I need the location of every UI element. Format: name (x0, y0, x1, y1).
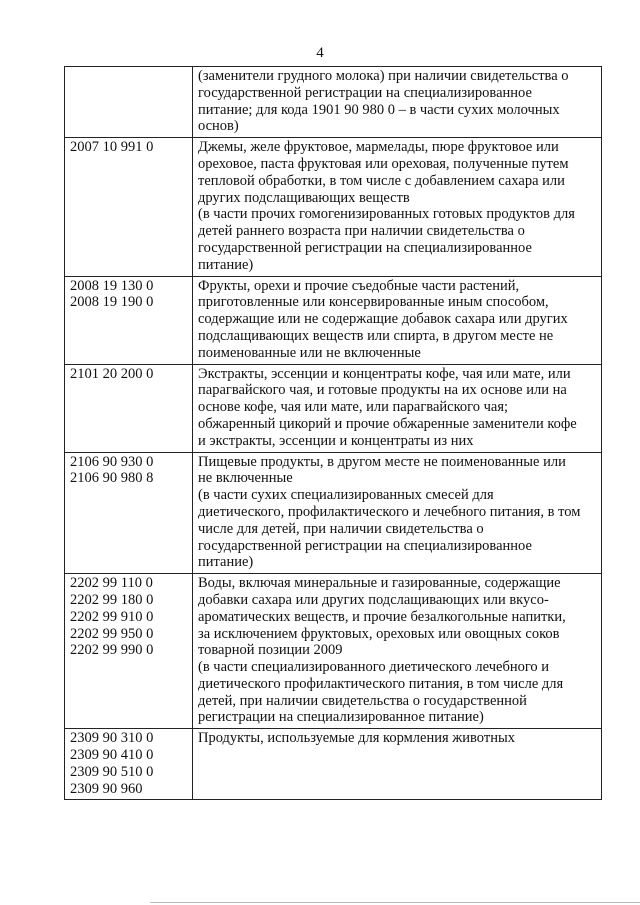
description-line: диетического профилактического питания, в том числе для (198, 675, 564, 692)
description-line: государственной регистрации на специализированное (198, 537, 532, 554)
tariff-code: 2202 99 910 0 (70, 608, 154, 625)
description-line: поименованные или не включенные (198, 344, 421, 361)
description-line: диетического, профилактического и лечебного питания, в том (198, 503, 581, 520)
tariff-code: 2309 90 310 0 (70, 730, 154, 747)
description-line: Фрукты, орехи и прочие съедобные части растений, (198, 277, 520, 294)
tariff-code: 2202 99 950 0 (70, 625, 154, 642)
description-line: основе кофе, чая или мате, или парагвайского чая; (198, 399, 509, 416)
description-cell (193, 67, 602, 138)
description-cell (193, 276, 602, 364)
description-line: не включенные (198, 470, 293, 487)
tariff-code: 2008 19 190 0 (70, 294, 154, 311)
tariff-code: 2309 90 510 0 (70, 763, 154, 780)
description-line: других подслащивающих веществ (198, 189, 410, 206)
tariff-code: 2008 19 130 0 (70, 277, 154, 294)
description-line: и экстракты, эссенции и концентраты из них (198, 432, 474, 449)
table-row (65, 364, 602, 452)
description-line: государственной регистрации на специализированное (198, 84, 532, 101)
description-cell (193, 729, 602, 800)
page-number: 4 (316, 45, 324, 61)
description-line: Пищевые продукты, в другом месте не поименованные или (198, 453, 566, 470)
description-line: тепловой обработки, в том числе с добавлением сахара или (198, 172, 565, 189)
table-row (65, 452, 602, 574)
description-line: детей раннего возраста при наличии свидетельства о (198, 223, 525, 240)
tariff-code: 2202 99 180 0 (70, 591, 154, 608)
description-line: регистрации на специализированное питание) (198, 709, 484, 726)
code-cell (65, 452, 193, 574)
description-line: (в части прочих гомогенизированных готовых продуктов для (198, 206, 575, 223)
description-line: ореховое, паста фруктовая или ореховая, полученные путем (198, 155, 569, 172)
table-body (65, 67, 602, 800)
description-line: Продукты, используемые для кормления животных (198, 730, 515, 747)
description-line: (в части специализированного диетического лечебного и (198, 659, 550, 676)
code-cell (65, 364, 193, 452)
description-line: парагвайского чая, и готовые продукты на их основе или на (198, 382, 567, 399)
description-line: Экстракты, эссенции и концентраты кофе, чая или мате, или (198, 365, 571, 382)
description-line: питание) (198, 256, 254, 273)
description-line: питание) (198, 554, 254, 571)
table-row (65, 67, 602, 138)
code-cell (65, 276, 193, 364)
description-cell (193, 364, 602, 452)
table-row (65, 729, 602, 800)
description-line: товарной позиции 2009 (198, 642, 343, 659)
description-line: Воды, включая минеральные и газированные, содержащие (198, 575, 561, 592)
code-cell (65, 574, 193, 729)
description-line: (заменители грудного молока) при наличии свидетельства о (198, 68, 569, 84)
description-line: за исключением фруктовых, ореховых или овощных соков (198, 625, 560, 642)
tariff-code: 2309 90 960 (70, 780, 143, 797)
description-line: ароматических веществ, и прочие безалкогольные напитки, (198, 608, 566, 625)
tariff-code: 2202 99 110 0 (70, 575, 153, 592)
tariff-code: 2106 90 980 8 (70, 470, 154, 487)
code-cell (65, 729, 193, 800)
tariff-code: 2101 20 200 0 (70, 365, 154, 382)
description-line: Джемы, желе фруктовое, мармелады, пюре фруктовое или (198, 139, 559, 156)
description-line: государственной регистрации на специализированное (198, 239, 532, 256)
description-line: добавки сахара или других подслащивающих или вкусо- (198, 591, 549, 608)
description-cell (193, 574, 602, 729)
description-cell (193, 138, 602, 276)
table-row (65, 138, 602, 276)
description-line: содержащие или не содержащие добавок сахара или других (198, 311, 568, 328)
table-row (65, 574, 602, 729)
scan-edge-line (150, 902, 640, 903)
tariff-code: 2106 90 930 0 (70, 453, 154, 470)
tariff-code: 2007 10 991 0 (70, 139, 154, 156)
tariff-code-table (64, 66, 602, 800)
description-line: приготовленные или консервированные иным способом, (198, 294, 549, 311)
description-line: детей, при наличии свидетельства о государственной (198, 692, 527, 709)
description-line: питание; для кода 1901 90 980 0 – в части сухих молочных (198, 101, 560, 118)
description-line: подслащивающих веществ или спирта, в другом месте не (198, 327, 554, 344)
description-line: числе для детей, при наличии свидетельства о (198, 520, 484, 537)
tariff-code: 2202 99 990 0 (70, 642, 154, 659)
description-line: обжаренный цикорий и прочие обжаренные заменители кофе (198, 415, 577, 432)
tariff-code: 2309 90 410 0 (70, 747, 154, 764)
table-row (65, 276, 602, 364)
description-line: (в части сухих специализированных смесей для (198, 487, 494, 504)
description-line: основ) (198, 118, 239, 135)
code-cell (65, 67, 193, 138)
description-cell (193, 452, 602, 574)
code-cell (65, 138, 193, 276)
